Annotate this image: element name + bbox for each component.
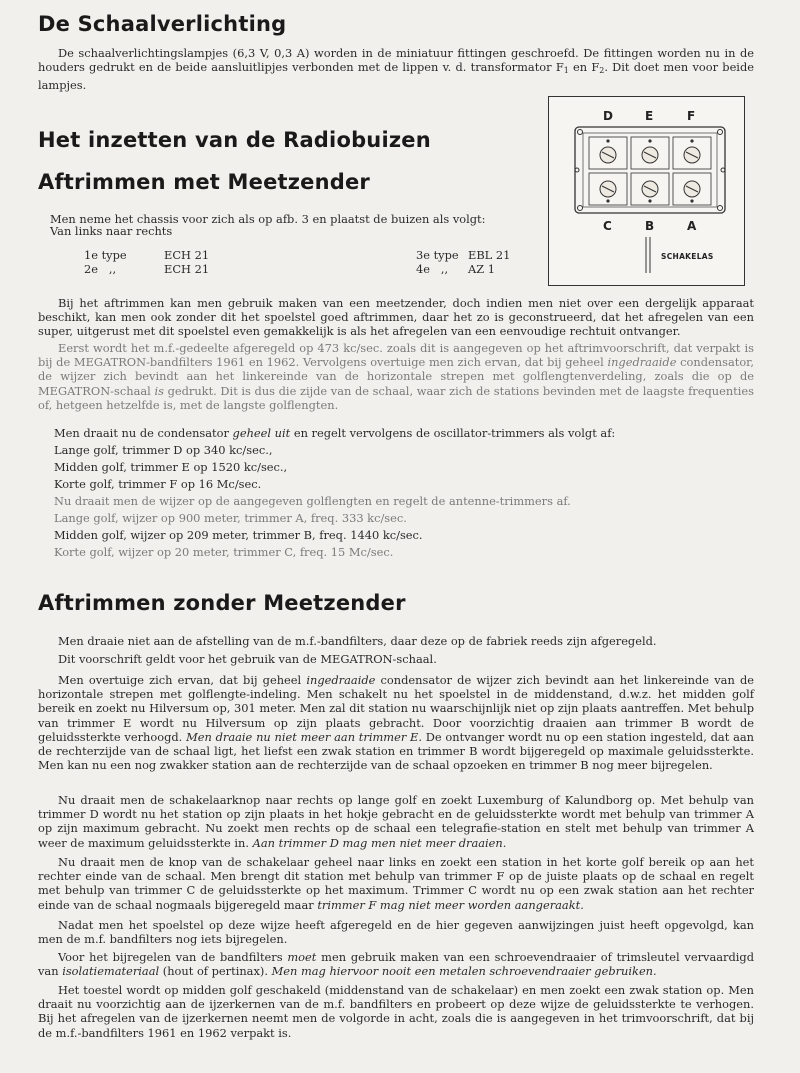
emphasis: Men mag hiervoor nooit een metalen schroevendraaier gebruiken. xyxy=(271,964,657,979)
text-segment: en regelt vervolgens de oscillator-trimmers als volgt af: xyxy=(290,426,616,440)
paragraph-mf-afregelen xyxy=(38,341,754,412)
text-segment: Het toestel wordt op midden golf geschakeld (middenstand van de schakelaar) en men zoekt een zwak station op. Men draait nu voorzichtig aan de ijzerkernen van de m.f. bandfilters en probeert op deze wijze de geluidssterkte te verhogen. Bij het afregelen van de ijzerkernen neemt men de volgorde in acht, zoals die is aangegeven in het trimvoorschrift, dat bij de m.f.-bandfilters 1961 en 1962 verpakt is. xyxy=(38,983,754,1040)
text-segment: F xyxy=(591,60,600,75)
text-segment: Men draaie niet aan de afstelling van de m.f.-bandfilters, daar deze op de fabriek reeds zijn afgeregeld. xyxy=(58,634,657,648)
text-segment: Eerst wordt het m.f.-gedeelte afgeregeld op 473 kc/sec. zoals dit is aangegeven op het aftrimvoorschrift, dat verpakt is bij de MEGATRON-bandfilters 1961 en 1962. Vervolgens overtuige men zich ervan, dat bij geheel xyxy=(38,341,754,370)
paragraph-zonder-4 xyxy=(38,793,754,850)
tube-2-position: 2e ,, xyxy=(84,262,117,276)
heading-schaalverlichting: De Schaalverlichting xyxy=(38,12,287,36)
tube-2-name: ECH 21 xyxy=(164,262,210,276)
intro-line-1: Men neme het chassis voor zich als op afb. 3 en plaatst de buizen als volgt: xyxy=(50,212,486,226)
paragraph-zonder-7 xyxy=(38,950,754,978)
trimmer-label-b: B xyxy=(645,219,655,233)
emphasis: ingedraaide xyxy=(306,673,376,687)
paragraph-schaalverlichting xyxy=(38,46,754,93)
text-segment: Bij het aftrimmen kan men gebruik maken van een meetzender, doch indien men niet over een dergelijk apparaat beschikt, kan men ook zonder dit het spoelstel goed aftrimmen, daar het zo is geconstrueerd, dat het afregelen van een super, uitgerust met dit spoelstel even gemakkelijk is als het afregelen van een eenvoudige rechtuit ontvanger. xyxy=(38,296,754,339)
text-segment: Dit voorschrift geldt voor het gebruik van de MEGATRON-schaal. xyxy=(58,652,437,666)
trimmer-diagram-drawing xyxy=(549,97,744,285)
text-segment: Nu draait men de knop van de schakelaar geheel naar links en zoekt een station in het korte golf bereik op aan het rechter einde van de schaal. Men brengt dit station met behulp van trimmer F op de juiste plaats op de schaal en regelt met behulp van trimmer C de geluidssterkte op het maximum. Trimmer C wordt nu op een zwak station aan het rechter einde van de schaal nogmaals bijgeregeld maar xyxy=(38,855,754,912)
antenna-step-3: Korte golf, wijzer op 20 meter, trimmer C, freq. 15 Mc/sec. xyxy=(54,545,394,559)
text-segment: Voor het bijregelen van de bandfilters xyxy=(58,950,288,964)
paragraph-zonder-1 xyxy=(38,634,754,648)
emphasis: Men draaie nu niet meer aan trimmer E. xyxy=(186,729,422,744)
subscript: 1 xyxy=(563,66,569,76)
text-segment: Men draait nu de condensator xyxy=(54,426,233,440)
trimmer-label-e: E xyxy=(645,109,654,123)
antenna-intro: Nu draait men de wijzer op de aangegeven golflengten en regelt de antenne-trimmers af. xyxy=(54,494,571,508)
paragraph-zonder-6 xyxy=(38,918,754,946)
heading-met-meetzender: Aftrimmen met Meetzender xyxy=(38,170,370,194)
text-segment: F xyxy=(555,60,564,75)
text-segment: gedrukt. Dit is dus die zijde van de schaal, waar zich de stations bevinden met de laagste frequenties of, hetgeen hetzelfde is, met de langste golflengten. xyxy=(38,383,754,412)
emphasis: is xyxy=(154,383,164,398)
text-segment: Men overtuige zich ervan, dat bij geheel xyxy=(58,673,307,687)
paragraph-zonder-5 xyxy=(38,855,754,912)
paragraph-zonder-2 xyxy=(38,652,754,666)
trimmer-label-f: F xyxy=(687,109,696,123)
text-segment: men gebruik maken van een schroevendraaier of trimsleutel vervaardigd van xyxy=(38,950,754,979)
oscillator-step-3: Korte golf, trimmer F op 16 Mc/sec. xyxy=(54,477,262,491)
paragraph-zonder-3 xyxy=(38,673,754,772)
heading-radiobuizen: Het inzetten van de Radiobuizen xyxy=(38,128,431,152)
text-segment: . Dit doet men voor beide lampjes. xyxy=(38,60,754,93)
trimmer-label-d: D xyxy=(603,109,613,123)
emphasis: isolatiemateriaal xyxy=(62,964,160,979)
text-segment: condensator, de wijzer zich bevindt aan het linkereinde van de horizontale strepen met golflengtenverdeling, zoals die op de MEGATRON-schaal xyxy=(38,355,754,398)
text-segment: condensator de wijzer zich bevindt aan het linkereinde van de horizontale strepen met golflengte-indeling. Men schakelt nu het spoelstel in de middenstand, d.w.z. het midden golf bereik en zoekt nu Hilversum op, 301 meter. Men zal dit station nu waarschijnlijk niet op zijn plaats aantreffen. Met behulp van trimmer E wordt nu Hilversum op zijn plaats gebracht. Door voorzichtig draaien aan trimmer B wordt de geluidssterkte verhoogd. xyxy=(38,673,754,744)
text-segment: De schaalverlichtingslampjes (6,3 V, 0,3 A) worden in de miniatuur fittingen geschroefd. De fittingen worden nu in de houders gedrukt en de beide aansluitlipjes verbonden met de lippen v. d. transformator xyxy=(38,46,754,75)
text-segment: Nadat men het spoelstel op deze wijze heeft afgeregeld en de hier gegeven aanwijzingen juist heeft opgevolgd, kan men de m.f. bandfilters nog iets bijregelen. xyxy=(38,918,754,947)
emphasis: Aan trimmer D mag men niet meer draaien. xyxy=(252,835,507,850)
paragraph-aftrimmen-intro xyxy=(38,296,754,339)
text-segment: en xyxy=(568,60,592,75)
emphasis: geheel uit xyxy=(232,426,291,440)
tube-4-name: AZ 1 xyxy=(468,262,496,276)
oscillator-step-1: Lange golf, trimmer D op 340 kc/sec., xyxy=(54,443,273,457)
tube-4-position: 4e ,, xyxy=(416,262,449,276)
heading-zonder-meetzender: Aftrimmen zonder Meetzender xyxy=(38,591,406,615)
emphasis: trimmer F mag niet meer worden aangeraakt. xyxy=(317,897,584,912)
oscillator-step-2: Midden golf, trimmer E op 1520 kc/sec., xyxy=(54,460,288,474)
tube-1-name: ECH 21 xyxy=(164,248,210,262)
text-segment: (hout of pertinax). xyxy=(159,964,272,979)
tube-3-name: EBL 21 xyxy=(468,248,511,262)
tube-1-position: 1e type xyxy=(84,248,127,262)
oscillator-intro xyxy=(54,426,615,440)
trimmer-label-a: A xyxy=(687,219,697,233)
intro-line-2: Van links naar rechts xyxy=(50,224,173,238)
emphasis: moet xyxy=(287,950,317,964)
trimmer-label-c: C xyxy=(603,219,612,233)
text-segment: De ontvanger wordt nu op een station ingesteld, dat aan de rechterzijde van de schaal ligt, het liefst een zwak station en trimmer B wordt bijgeregeld op maximale geluidssterkte. Men kan nu een nog zwakker station aan de rechterzijde van de schaal opzoeken en trimmer B nog meer bijregelen. xyxy=(38,729,754,773)
shaft-label: SCHAKELAS xyxy=(661,252,714,261)
antenna-step-1: Lange golf, wijzer op 900 meter, trimmer A, freq. 333 kc/sec. xyxy=(54,511,407,525)
text-segment: Nu draait men de schakelaarknop naar rechts op lange golf en zoekt Luxemburg of Kalundborg op. Met behulp van trimmer D wordt nu het station op zijn plaats in het hokje gebracht en de geluidssterkte wordt met behulp van trimmer A op zijn maximum gebracht. Nu zoekt men rechts op de schaal een telegrafie-station en stelt met behulp van trimmer A weer de maximum geluidssterkte in. xyxy=(38,793,754,850)
tube-3-position: 3e type xyxy=(416,248,459,262)
subscript: 2 xyxy=(599,66,605,76)
emphasis: ingedraaide xyxy=(607,355,677,370)
antenna-step-2: Midden golf, wijzer op 209 meter, trimmer B, freq. 1440 kc/sec. xyxy=(54,528,423,542)
paragraph-zonder-8 xyxy=(38,983,754,1040)
trimmer-diagram xyxy=(548,96,745,286)
